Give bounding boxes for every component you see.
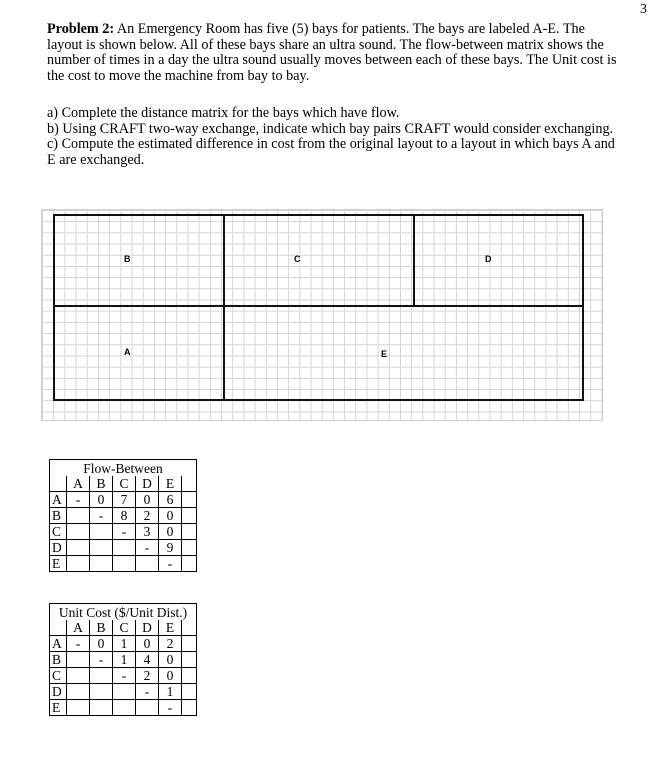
cell: 4 <box>136 652 159 668</box>
cell <box>90 668 113 684</box>
cell: 2 <box>136 668 159 684</box>
table-row <box>50 556 197 572</box>
table-row <box>50 492 197 508</box>
cell: - <box>67 492 90 508</box>
cell: 2 <box>159 636 182 652</box>
row-label: A <box>50 492 67 508</box>
problem-parts <box>47 106 627 168</box>
table-row <box>50 668 197 684</box>
cell: 9 <box>159 540 182 556</box>
cell <box>90 556 113 572</box>
bay-d-label: D <box>485 254 492 264</box>
page-number: 3 <box>640 2 647 17</box>
cell <box>136 556 159 572</box>
table-row <box>50 524 197 540</box>
col-header: A <box>67 476 90 492</box>
col-header: D <box>136 620 159 636</box>
col-header: C <box>113 620 136 636</box>
cell <box>113 700 136 716</box>
cell: - <box>136 540 159 556</box>
row-label: B <box>50 652 67 668</box>
part-b: b) Using CRAFT two-way exchange, indicate which bay pairs CRAFT would consider exchanging. <box>47 120 614 137</box>
cell <box>67 684 90 700</box>
col-header: E <box>159 620 182 636</box>
bay-e-label: E <box>381 349 388 359</box>
table-row <box>50 700 197 716</box>
col-header: B <box>90 620 113 636</box>
cell <box>67 652 90 668</box>
bay-b-label: B <box>124 254 131 264</box>
cell: 7 <box>113 492 136 508</box>
bay-c-label: C <box>294 254 301 264</box>
cell: - <box>90 652 113 668</box>
col-header: D <box>136 476 159 492</box>
row-label: A <box>50 636 67 652</box>
cell: 3 <box>136 524 159 540</box>
cost-matrix-title: Unit Cost ($/Unit Dist.) <box>58 604 188 620</box>
cell <box>67 700 90 716</box>
cell <box>67 508 90 524</box>
col-header: C <box>113 476 136 492</box>
problem-text: An Emergency Room has five (5) bays for patients. The bays are labeled A-E. The layout is shown below. All of these bays share an ultra sound. The flow-between matrix shows the number of times in a day the ultra sound usually moves between each of these bays. The Unit cost is the cost to move the machine from bay to bay. <box>47 21 617 84</box>
cell: - <box>90 508 113 524</box>
cell: 1 <box>159 684 182 700</box>
row-label: C <box>50 668 67 684</box>
problem-statement <box>47 22 617 84</box>
bay-e <box>223 305 584 401</box>
cell: - <box>67 636 90 652</box>
unit-cost-matrix <box>49 603 197 716</box>
cell <box>90 684 113 700</box>
cell: 6 <box>159 492 182 508</box>
cell: 0 <box>159 652 182 668</box>
cell: 0 <box>90 636 113 652</box>
cell <box>113 556 136 572</box>
cell <box>67 524 90 540</box>
bay-d <box>413 214 584 307</box>
cell: 0 <box>136 636 159 652</box>
table-row <box>50 508 197 524</box>
cell: - <box>136 684 159 700</box>
cell: - <box>159 556 182 572</box>
cell <box>136 700 159 716</box>
cell: 0 <box>136 492 159 508</box>
cell <box>90 700 113 716</box>
cell <box>90 540 113 556</box>
cell <box>67 668 90 684</box>
cell: - <box>113 524 136 540</box>
bay-a <box>53 305 225 401</box>
table-row <box>50 684 197 700</box>
col-header: E <box>159 476 182 492</box>
table-row <box>50 540 197 556</box>
col-header: B <box>90 476 113 492</box>
bay-c <box>223 214 415 307</box>
bay-a-label: A <box>124 347 131 357</box>
cell: 1 <box>113 636 136 652</box>
row-label: E <box>50 556 67 572</box>
part-a: a) Complete the distance matrix for the bays which have flow. <box>47 105 400 121</box>
table-row <box>50 636 197 652</box>
cell <box>113 540 136 556</box>
cell: - <box>159 700 182 716</box>
cell: 2 <box>136 508 159 524</box>
part-c: c) Compute the estimated difference in cost from the original layout to a layout in which bays A and E are exchanged. <box>47 136 615 168</box>
cell: - <box>113 668 136 684</box>
cell <box>90 524 113 540</box>
table-row <box>50 652 197 668</box>
cell <box>67 540 90 556</box>
cell: 0 <box>159 524 182 540</box>
problem-label: Problem 2: <box>47 21 115 37</box>
bay-b <box>53 214 225 307</box>
cell <box>113 684 136 700</box>
cell: 0 <box>159 668 182 684</box>
cell: 0 <box>159 508 182 524</box>
row-label: B <box>50 508 67 524</box>
row-label: E <box>50 700 67 716</box>
row-label: C <box>50 524 67 540</box>
row-label: D <box>50 684 67 700</box>
flow-between-matrix <box>49 459 197 572</box>
cell: 1 <box>113 652 136 668</box>
cell: 8 <box>113 508 136 524</box>
floor-plan <box>41 209 603 421</box>
row-label: D <box>50 540 67 556</box>
col-header: A <box>67 620 90 636</box>
cell: 0 <box>90 492 113 508</box>
cell <box>67 556 90 572</box>
flow-matrix-title: Flow-Between <box>83 460 163 476</box>
